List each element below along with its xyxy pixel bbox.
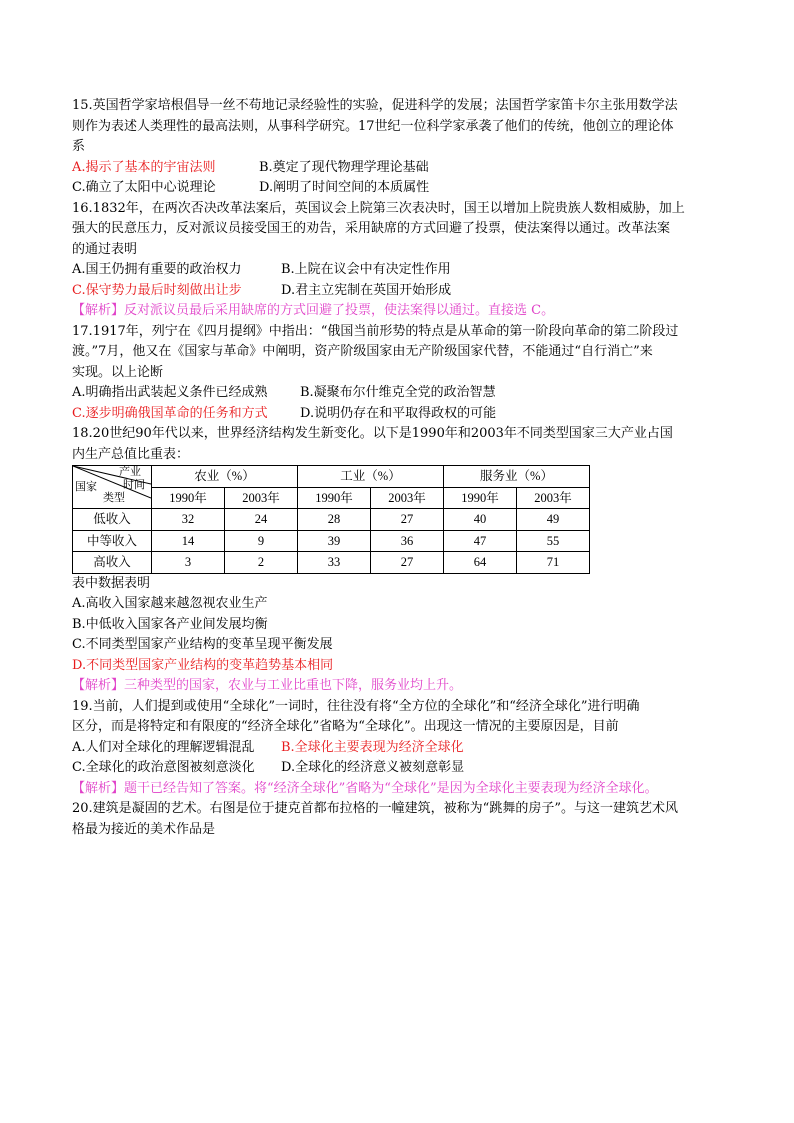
- q19-analysis: [72, 779, 722, 800]
- q17-stem-line-1: 17.1917年，列宁在《四月提纲》中指出：“俄国当前形势的特点是从革命的第一阶段向革命的第二阶段过: [72, 323, 679, 339]
- table-cell: 32: [152, 509, 225, 531]
- q16-stem-line-3: 的通过表明: [72, 241, 138, 257]
- q17-stem-line-2: 渡。”7月，他又在《国家与革命》中阐明，资产阶级国家由无产阶级国家代替，不能通过“自行消亡”来: [72, 344, 653, 359]
- corner-label-country: 国家: [75, 481, 97, 493]
- table-cell: 28: [298, 509, 371, 531]
- table-row: [73, 552, 590, 574]
- q16-stem-line-2: 强大的民意压力，反对派议员接受国王的劝告，采用缺席的方式回避了投票，使法案得以通过。改革法案: [72, 221, 671, 236]
- q16-options-cd: [72, 281, 722, 302]
- row-label: 低收入: [73, 509, 152, 531]
- q16-analysis: [72, 301, 722, 322]
- q18-option-d: D.不同类型国家产业结构的变革趋势基本相同: [72, 657, 334, 673]
- q18-analysis: [72, 676, 722, 697]
- q15-stem-line-1: 15.英国哲学家培根倡导一丝不苟地记录经验性的实验，促进科学的发展；法国哲学家笛卡尔主张用数学法: [72, 98, 678, 113]
- q19-options-cd: [72, 758, 722, 779]
- year-header: 1990年: [152, 487, 225, 509]
- q16-option-a: A.国王仍拥有重要的政治权力: [72, 262, 242, 277]
- table-cell: 71: [517, 552, 590, 574]
- q18-analysis-text: 三种类型的国家，农业与工业比重也下降，服务业均上升。: [124, 678, 463, 693]
- q16-option-b: B.上院在议会中有决定性作用: [281, 262, 451, 277]
- row-label: 中等收入: [73, 530, 152, 552]
- q18-option-b: B.中低收入国家各产业间发展均衡: [72, 616, 268, 632]
- q15-stem-line-2: 则作为表述人类理性的最高法则，从事科学研究。17世纪一位科学家承袭了他们的传统，他创立的理论体: [72, 118, 674, 134]
- table-cell: 64: [444, 552, 517, 574]
- q17-stem-line-3: 实现。以上论断: [72, 364, 164, 380]
- question-18: [72, 424, 722, 697]
- table-cell: 9: [225, 530, 298, 552]
- table-cell: 2: [225, 552, 298, 574]
- q16-option-c: C.保守势力最后时刻做出让步: [72, 282, 242, 298]
- table-cell: 39: [298, 530, 371, 552]
- table-cell: 55: [517, 530, 590, 552]
- q15-stem-line-3: 系: [72, 139, 86, 154]
- table-row: [73, 530, 590, 552]
- q20-stem-line-1: 20.建筑是凝固的艺术。右图是位于捷克首都布拉格的一幢建筑，被称为“跳舞的房子”。与这一建筑艺术风: [72, 801, 678, 816]
- q15-option-d: D.阐明了时间空间的本质属性: [259, 180, 430, 195]
- table-cell: 27: [371, 509, 444, 531]
- q18-option-a: A.高收入国家越来越忽视农业生产: [72, 596, 268, 611]
- question-15: [72, 96, 722, 199]
- q17-option-b: B.凝聚布尔什维克全党的政治智慧: [300, 385, 496, 400]
- q17-option-c: C.逐步明确俄国革命的任务和方式: [72, 405, 268, 421]
- table-cell: 36: [371, 530, 444, 552]
- sector-header-services: 服务业（%）: [444, 466, 590, 488]
- table-cell: 3: [152, 552, 225, 574]
- question-17: [72, 322, 722, 425]
- q19-options-ab: [72, 738, 722, 759]
- q15-option-a: A.揭示了基本的宇宙法则: [72, 159, 216, 175]
- q17-option-a: A.明确指出武装起义条件已经成熟: [72, 385, 268, 400]
- table-row: [73, 509, 590, 531]
- q18-stem-line-2: 内生产总值比重表：: [72, 446, 190, 462]
- table-cell: 49: [517, 509, 590, 531]
- table-cell: 14: [152, 530, 225, 552]
- q18-option-c: C.不同类型国家产业结构的变革呈现平衡发展: [72, 637, 333, 652]
- q19-analysis-tag: 【解析】: [72, 780, 125, 796]
- q16-options-ab: [72, 260, 722, 281]
- q15-option-c: C.确立了太阳中心说理论: [72, 180, 216, 195]
- q16-stem-line-1: 16.1832年，在两次否决改革法案后，英国议会上院第三次表决时，国王以增加上院贵族人数相威胁，加上: [72, 200, 685, 216]
- question-19: [72, 697, 722, 800]
- sector-header-agriculture: 农业（%）: [152, 466, 298, 488]
- q19-option-d: D.全球化的经济意义被刻意彰显: [281, 760, 465, 775]
- table-cell: 33: [298, 552, 371, 574]
- q17-option-d: D.说明仍存在和平取得政权的可能: [300, 405, 497, 421]
- year-header: 2003年: [225, 487, 298, 509]
- q15-option-b: B.奠定了现代物理学理论基础: [259, 159, 429, 175]
- table-cell: 40: [444, 509, 517, 531]
- q19-stem-line-1: 19.当前，人们提到或使用“全球化”一词时，往往没有将“全方位的全球化”和“经济全球化”进行明确: [72, 698, 640, 714]
- sector-header-industry: 工业（%）: [298, 466, 444, 488]
- q19-stem-line-2: 区分，而是将特定和有限度的“经济全球化”省略为“全球化”。出现这一情况的主要原因是，目前: [72, 719, 619, 734]
- q17-options-cd: [72, 404, 722, 425]
- q19-analysis-text: 题干已经告知了答案。将“经济全球化”省略为“全球化”是因为全球化主要表现为经济全球化。: [124, 780, 658, 796]
- q16-analysis-tag: 【解析】: [72, 303, 125, 318]
- q16-analysis-text: 反对派议员最后采用缺席的方式回避了投票，使法案得以通过。直接选 C。: [124, 303, 555, 318]
- q20-stem-line-2: 格最为接近的美术作品是: [72, 821, 216, 837]
- q19-option-c: C.全球化的政治意图被刻意淡化: [72, 760, 255, 775]
- table-cell: 47: [444, 530, 517, 552]
- q18-lead: 表中数据表明: [72, 575, 151, 591]
- q15-options-cd: [72, 178, 722, 199]
- exam-page: [72, 96, 722, 840]
- year-header: 2003年: [517, 487, 590, 509]
- q16-option-d: D.君主立宪制在英国开始形成: [281, 282, 452, 298]
- q15-options-ab: [72, 158, 722, 179]
- corner-label-sector: 产业: [119, 466, 141, 478]
- corner-label-type: 类型: [103, 492, 125, 504]
- row-label: 高收入: [73, 552, 152, 574]
- q19-option-a: A.人们对全球化的理解逻辑混乱: [72, 739, 255, 755]
- gdp-share-table: [72, 465, 590, 574]
- question-16: [72, 199, 722, 322]
- year-header: 1990年: [444, 487, 517, 509]
- question-20: [72, 799, 722, 840]
- year-header: 2003年: [371, 487, 444, 509]
- corner-label-time: 时间: [123, 479, 145, 491]
- table-corner-header: [73, 466, 152, 509]
- year-header: 1990年: [298, 487, 371, 509]
- q18-stem-line-1: 18.20世纪90年代以来，世界经济结构发生新变化。以下是1990年和2003年不同类型国家三大产业占国: [72, 426, 673, 441]
- q18-analysis-tag: 【解析】: [72, 678, 125, 693]
- table-cell: 27: [371, 552, 444, 574]
- table-cell: 24: [225, 509, 298, 531]
- q19-option-b: B.全球化主要表现为经济全球化: [281, 739, 464, 755]
- q17-options-ab: [72, 383, 722, 404]
